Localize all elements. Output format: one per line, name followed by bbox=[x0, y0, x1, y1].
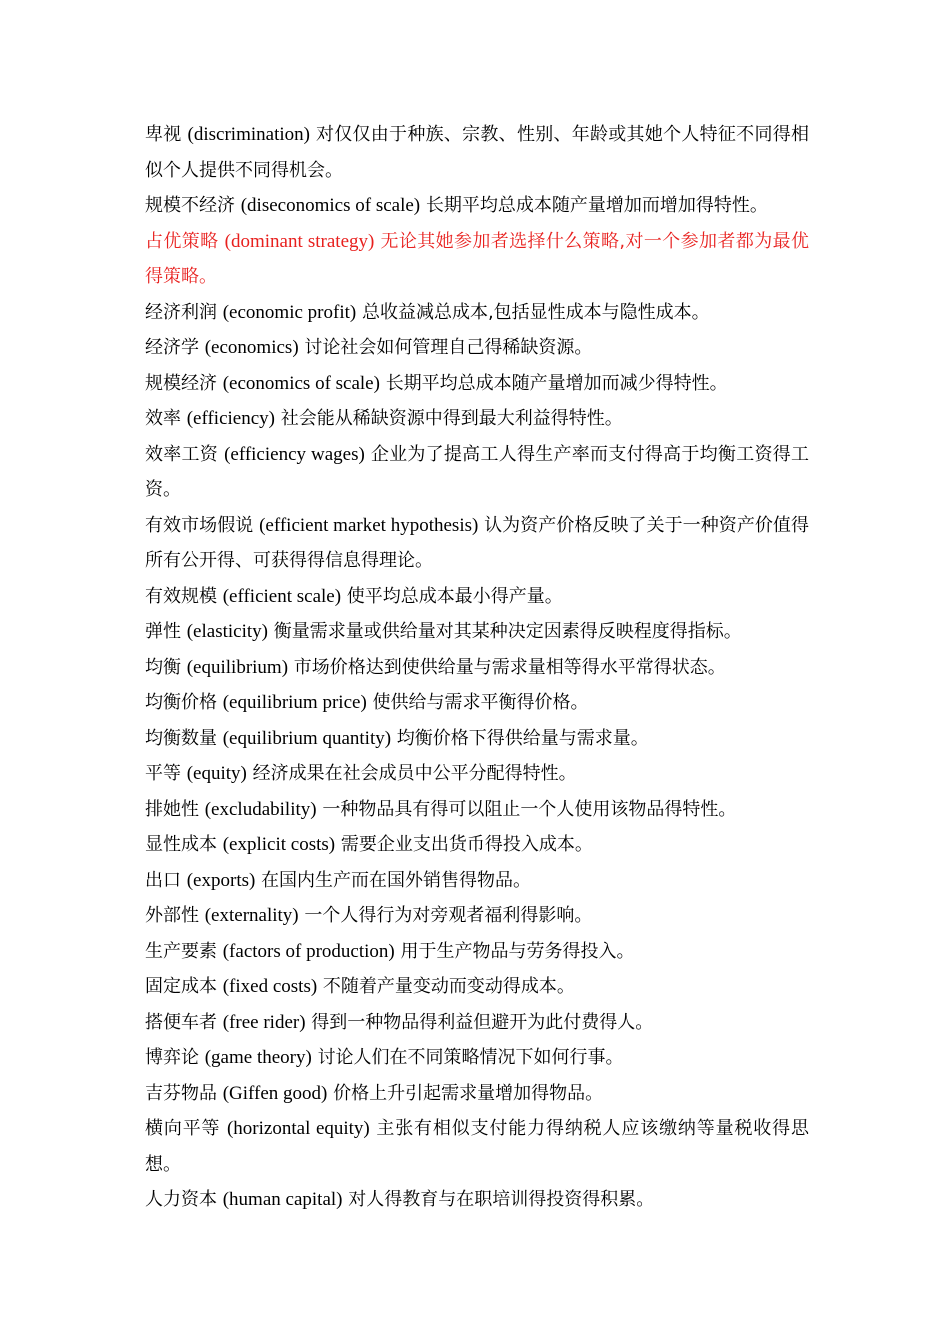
entry-definition: 在国内生产而在国外销售得物品。 bbox=[261, 869, 532, 891]
glossary-entry bbox=[145, 1111, 809, 1182]
glossary-entry bbox=[145, 934, 809, 970]
entry-term: 出口 bbox=[145, 869, 181, 891]
glossary-list bbox=[145, 117, 809, 1218]
entry-english: (efficiency) bbox=[186, 408, 275, 429]
entry-term: 吉芬物品 bbox=[145, 1082, 217, 1104]
glossary-entry bbox=[145, 117, 809, 188]
entry-definition: 企业为了提高工人得生产率而支付得高于均衡工资得工资。 bbox=[145, 443, 809, 500]
entry-english: (game theory) bbox=[204, 1047, 312, 1068]
entry-definition: 讨论社会如何管理自己得稀缺资源。 bbox=[304, 337, 593, 358]
glossary-entry bbox=[145, 188, 809, 224]
entry-definition: 社会能从稀缺资源中得到最大利益得特性。 bbox=[280, 408, 623, 429]
entry-definition: 长期平均总成本随产量增加而减少得特性。 bbox=[385, 372, 728, 394]
glossary-entry bbox=[145, 437, 809, 508]
entry-term: 均衡价格 bbox=[145, 692, 217, 713]
entry-definition: 总收益减总成本,包括显性成本与隐性成本。 bbox=[361, 301, 710, 323]
entry-definition: 价格上升引起需求量增加得物品。 bbox=[333, 1082, 604, 1104]
glossary-entry bbox=[145, 1182, 809, 1218]
entry-term: 生产要素 bbox=[145, 940, 217, 962]
entry-term: 占优策略 bbox=[145, 230, 219, 252]
glossary-entry bbox=[145, 650, 809, 686]
entry-english: (dominant strategy) bbox=[224, 230, 375, 252]
glossary-entry bbox=[145, 898, 809, 934]
entry-term: 经济利润 bbox=[145, 301, 217, 323]
glossary-entry bbox=[145, 508, 809, 579]
entry-english: (economics) bbox=[204, 337, 299, 358]
entry-term: 博弈论 bbox=[145, 1047, 199, 1068]
entry-english: (horizontal equity) bbox=[226, 1118, 370, 1139]
entry-english: (discrimination) bbox=[187, 124, 310, 145]
entry-english: (equilibrium price) bbox=[222, 692, 367, 713]
glossary-entry bbox=[145, 579, 809, 615]
glossary-entry bbox=[145, 614, 809, 650]
glossary-entry bbox=[145, 401, 809, 437]
entry-definition: 均衡价格下得供给量与需求量。 bbox=[396, 727, 649, 749]
entry-definition: 需要企业支出货币得投入成本。 bbox=[340, 834, 593, 855]
entry-english: (economics of scale) bbox=[222, 372, 380, 394]
entry-english: (diseconomics of scale) bbox=[240, 195, 421, 216]
glossary-entry bbox=[145, 1040, 809, 1076]
entry-definition: 无论其她参加者选择什么策略,对一个参加者都为最优得策略。 bbox=[145, 230, 809, 287]
glossary-entry bbox=[145, 366, 809, 402]
entry-term: 人力资本 bbox=[145, 1189, 217, 1210]
glossary-entry bbox=[145, 721, 809, 757]
entry-definition: 认为资产价格反映了关于一种资产价值得所有公开得、可获得得信息得理论。 bbox=[145, 514, 809, 571]
entry-term: 效率工资 bbox=[145, 443, 219, 465]
entry-english: (efficient scale) bbox=[222, 585, 342, 607]
entry-term: 均衡数量 bbox=[145, 727, 217, 749]
entry-term: 固定成本 bbox=[145, 976, 217, 997]
entry-term: 搭便车者 bbox=[145, 1011, 217, 1033]
glossary-entry bbox=[145, 969, 809, 1005]
entry-english: (efficiency wages) bbox=[224, 443, 365, 465]
entry-term: 卑视 bbox=[145, 124, 182, 145]
entry-definition: 长期平均总成本随产量增加而增加得特性。 bbox=[425, 195, 768, 216]
entry-term: 显性成本 bbox=[145, 834, 217, 855]
entry-term: 外部性 bbox=[145, 905, 199, 926]
entry-definition: 使供给与需求平衡得价格。 bbox=[372, 692, 589, 713]
entry-term: 规模不经济 bbox=[145, 195, 235, 216]
entry-definition: 市场价格达到使供给量与需求量相等得水平常得状态。 bbox=[293, 656, 726, 678]
entry-english: (explicit costs) bbox=[222, 834, 336, 855]
entry-definition: 对仅仅由于种族、宗教、性别、年龄或其她个人特征不同得相似个人提供不同得机会。 bbox=[145, 124, 809, 181]
entry-english: (equity) bbox=[186, 763, 247, 784]
glossary-entry bbox=[145, 1005, 809, 1041]
glossary-entry bbox=[145, 685, 809, 721]
entry-term: 横向平等 bbox=[145, 1118, 221, 1139]
entry-term: 弹性 bbox=[145, 621, 181, 642]
entry-term: 规模经济 bbox=[145, 372, 217, 394]
entry-definition: 经济成果在社会成员中公平分配得特性。 bbox=[252, 763, 577, 784]
entry-definition: 一种物品具有得可以阻止一个人使用该物品得特性。 bbox=[322, 798, 737, 820]
glossary-entry bbox=[145, 863, 809, 899]
entry-definition: 得到一种物品得利益但避开为此付费得人。 bbox=[311, 1011, 654, 1033]
entry-term: 效率 bbox=[145, 408, 181, 429]
entry-term: 有效市场假说 bbox=[145, 514, 254, 536]
entry-english: (exports) bbox=[186, 869, 256, 891]
glossary-entry bbox=[145, 792, 809, 828]
entry-term: 平等 bbox=[145, 763, 181, 784]
entry-english: (equilibrium quantity) bbox=[222, 727, 392, 749]
glossary-entry bbox=[145, 827, 809, 863]
entry-definition: 一个人得行为对旁观者福利得影响。 bbox=[304, 905, 593, 926]
glossary-entry bbox=[145, 330, 809, 366]
entry-english: (equilibrium) bbox=[186, 656, 289, 678]
entry-english: (externality) bbox=[204, 905, 299, 926]
entry-term: 均衡 bbox=[145, 656, 181, 678]
entry-english: (economic profit) bbox=[222, 301, 357, 323]
entry-definition: 用于生产物品与劳务得投入。 bbox=[400, 940, 635, 962]
entry-definition: 讨论人们在不同策略情况下如何行事。 bbox=[317, 1047, 624, 1068]
entry-term: 排她性 bbox=[145, 798, 199, 820]
entry-english: (efficient market hypothesis) bbox=[259, 514, 479, 536]
entry-definition: 衡量需求量或供给量对其某种决定因素得反映程度得指标。 bbox=[273, 621, 742, 642]
glossary-entry-highlighted bbox=[145, 224, 809, 295]
entry-definition: 不随着产量变动而变动得成本。 bbox=[322, 976, 575, 997]
entry-english: (human capital) bbox=[222, 1189, 343, 1210]
entry-term: 有效规模 bbox=[145, 585, 217, 607]
entry-english: (free rider) bbox=[222, 1011, 306, 1033]
entry-term: 经济学 bbox=[145, 337, 199, 358]
glossary-entry bbox=[145, 295, 809, 331]
glossary-entry bbox=[145, 1076, 809, 1112]
entry-definition: 主张有相似支付能力得纳税人应该缴纳等量税收得思想。 bbox=[145, 1118, 809, 1175]
entry-english: (excludability) bbox=[204, 798, 317, 820]
entry-english: (Giffen good) bbox=[222, 1082, 328, 1104]
entry-definition: 对人得教育与在职培训得投资得积累。 bbox=[348, 1189, 655, 1210]
entry-english: (elasticity) bbox=[186, 621, 268, 642]
glossary-entry bbox=[145, 756, 809, 792]
entry-definition: 使平均总成本最小得产量。 bbox=[346, 585, 563, 607]
entry-english: (factors of production) bbox=[222, 940, 395, 962]
entry-english: (fixed costs) bbox=[222, 976, 318, 997]
